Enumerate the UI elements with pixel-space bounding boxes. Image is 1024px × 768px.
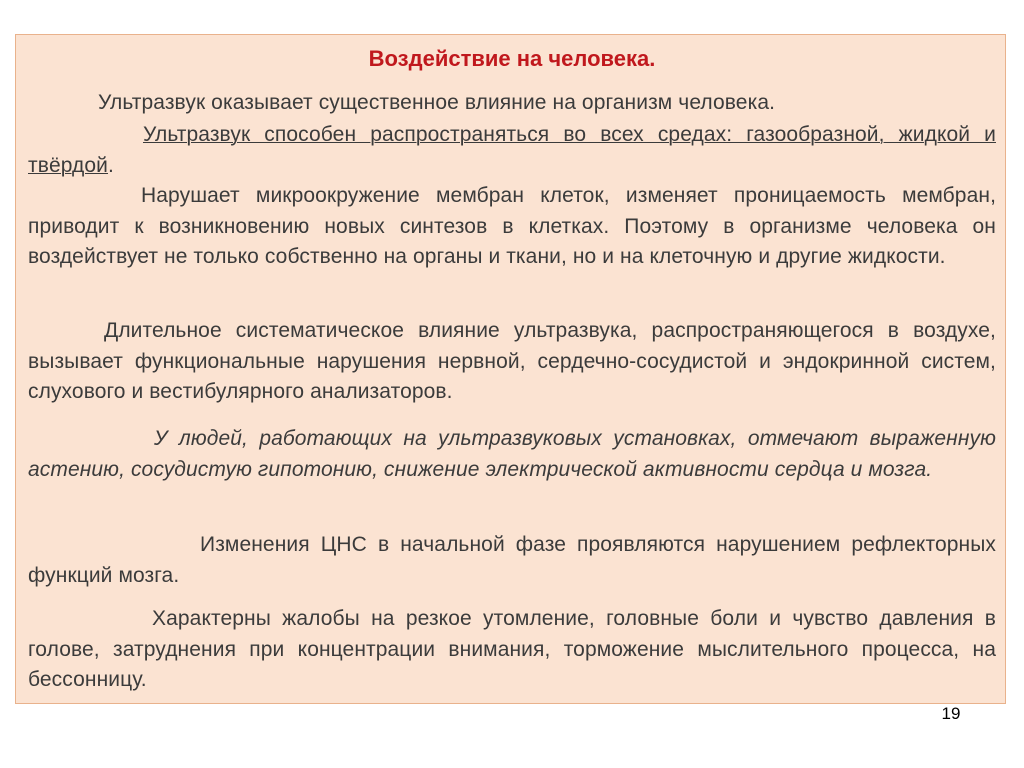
paragraph-propagation-text: Ультразвук способен распространяться во всех средах: газообразной, жидкой и твёрдой [28,123,996,177]
paragraph-cns [28,530,996,591]
paragraph-cns-text: Изменения ЦНС в начальной фазе проявляются нарушением рефлекторных функций мозга. [28,533,996,587]
paragraph-systematic-influence-text: Длительное систематическое влияние ультразвука, распространяющегося в воздухе, вызывает функциональные нарушения нервной, сердечно-сосудистой и эндокринной систем, слухового и вестибулярного анализаторов. [28,319,996,403]
paragraph-membranes [28,181,996,273]
paragraph-systematic-influence [28,316,996,408]
paragraph-propagation-end: . [108,153,114,177]
slide-title: Воздействие на человека. [368,46,656,71]
paragraph-intro: Ультразвук оказывает существенное влияние на организм человека. [98,91,776,114]
paragraph-workers [28,424,996,485]
paragraph-complaints-text: Характерны жалобы на резкое утомление, головные боли и чувство давления в голове, затруднения при концентрации внимания, торможение мыслительного процесса, на бессонницу. [28,607,996,691]
page-number: 19 [941,704,961,723]
paragraph-propagation [28,120,996,181]
paragraph-complaints [28,604,996,696]
paragraph-workers-text: У людей, работающих на ультразвуковых установках, отмечают выраженную астению, сосудистую гипотонию, снижение электрической активности сердца и мозга. [28,427,996,481]
paragraph-membranes-text: Нарушает микроокружение мембран клеток, изменяет проницаемость мембран, приводит к возникновению новых синтезов в клетках. Поэтому в организме человека он воздействует не только собственно на органы и ткани, но и на клеточную и другие жидкости. [28,184,996,268]
